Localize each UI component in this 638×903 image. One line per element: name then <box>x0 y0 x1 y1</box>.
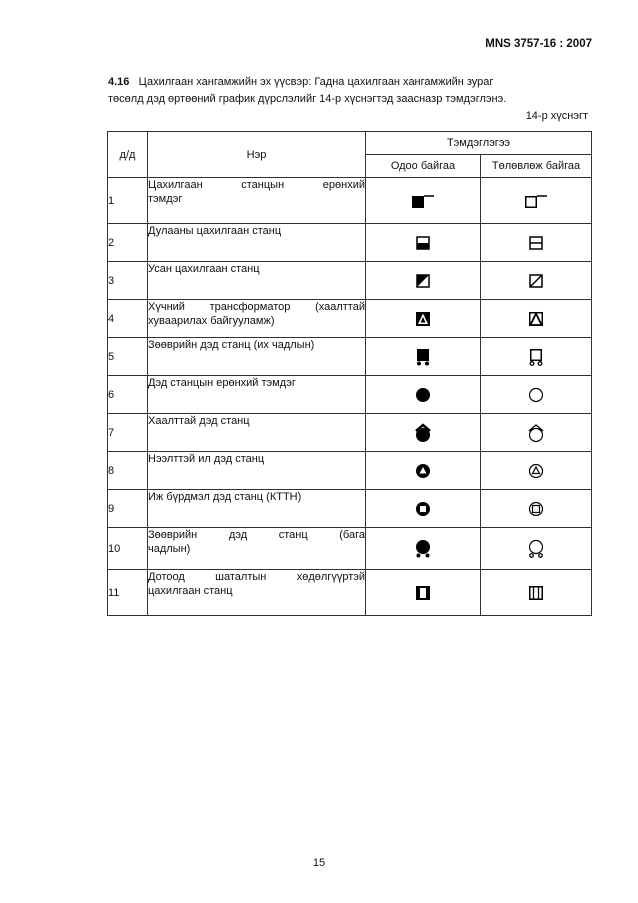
table-row <box>108 570 592 616</box>
power-transformer-existing-icon <box>366 300 481 338</box>
header-num: д/д <box>108 132 148 178</box>
ice-power-station-existing-icon <box>366 570 481 616</box>
row-number: 2 <box>108 224 148 262</box>
table-row <box>108 490 592 528</box>
row-number: 6 <box>108 376 148 414</box>
row-name: Дэд станцын ерөнхий тэмдэг <box>148 376 366 414</box>
row-number: 8 <box>108 452 148 490</box>
row-number: 1 <box>108 178 148 224</box>
header-planned: Төлөвлөж байгаа <box>481 155 592 178</box>
row-number: 11 <box>108 570 148 616</box>
intro-line-1: Цахилгаан хангамжийн эх үүсвэр: Гадна цахилгаан хангамжийн зураг <box>138 76 494 88</box>
page-number: 15 <box>312 857 326 869</box>
header-symbol-group: Тэмдэглэгээ <box>366 132 592 155</box>
row-number: 3 <box>108 262 148 300</box>
row-name: Усан цахилгаан станц <box>148 262 366 300</box>
table-caption: 14-р хүснэгт <box>525 110 588 122</box>
table-row <box>108 452 592 490</box>
mobile-substation-small-planned-icon <box>481 528 592 570</box>
table-row <box>108 262 592 300</box>
table-row <box>108 338 592 376</box>
symbols-table <box>107 131 592 616</box>
row-name: Цахилгаан станцын ерөнхий тэмдэг <box>148 178 366 224</box>
complete-substation-planned-icon <box>481 490 592 528</box>
table-row <box>108 528 592 570</box>
row-number: 7 <box>108 414 148 452</box>
row-number: 4 <box>108 300 148 338</box>
open-substation-existing-icon <box>366 452 481 490</box>
table-row <box>108 376 592 414</box>
row-number: 9 <box>108 490 148 528</box>
table-row <box>108 224 592 262</box>
thermal-power-station-planned-icon <box>481 224 592 262</box>
row-name: Хүчний трансформатор (хаалттай хуваарилах байгууламж) <box>148 300 366 338</box>
power-station-general-planned-icon <box>481 178 592 224</box>
substation-general-planned-icon <box>481 376 592 414</box>
open-substation-planned-icon <box>481 452 592 490</box>
table-row <box>108 300 592 338</box>
complete-substation-existing-icon <box>366 490 481 528</box>
closed-substation-planned-icon <box>481 414 592 452</box>
hydro-power-station-existing-icon <box>366 262 481 300</box>
row-number: 10 <box>108 528 148 570</box>
mobile-substation-large-existing-icon <box>366 338 481 376</box>
row-name: Дулааны цахилгаан станц <box>148 224 366 262</box>
row-name: Иж бүрдмэл дэд станц (КТТН) <box>148 490 366 528</box>
row-name: Дотоод шаталтын хөдөлгүүртэй цахилгаан станц <box>148 570 366 616</box>
mobile-substation-small-existing-icon <box>366 528 481 570</box>
row-name: Зөөврийн дэд станц (их чадлын) <box>148 338 366 376</box>
row-name: Нээлттэй ил дэд станц <box>148 452 366 490</box>
section-number: 4.16 <box>108 76 130 88</box>
header-name: Нэр <box>148 132 366 178</box>
intro-paragraph <box>108 74 592 108</box>
power-station-general-existing-icon <box>366 178 481 224</box>
row-name: Хаалттай дэд станц <box>148 414 366 452</box>
power-transformer-planned-icon <box>481 300 592 338</box>
intro-line-2: төсөлд дэд өртөөний график дүрслэлийг 14-р хүснэгтэд заасназр тэмдэглэнэ. <box>108 93 507 105</box>
closed-substation-existing-icon <box>366 414 481 452</box>
hydro-power-station-planned-icon <box>481 262 592 300</box>
standard-number: MNS 3757-16 : 2007 <box>485 38 592 50</box>
row-number: 5 <box>108 338 148 376</box>
header-existing: Одоо байгаа <box>366 155 481 178</box>
mobile-substation-large-planned-icon <box>481 338 592 376</box>
substation-general-existing-icon <box>366 376 481 414</box>
row-name: Зөөврийн дэд станц (бага чадлын) <box>148 528 366 570</box>
thermal-power-station-existing-icon <box>366 224 481 262</box>
table-row <box>108 178 592 224</box>
table-row <box>108 414 592 452</box>
ice-power-station-planned-icon <box>481 570 592 616</box>
